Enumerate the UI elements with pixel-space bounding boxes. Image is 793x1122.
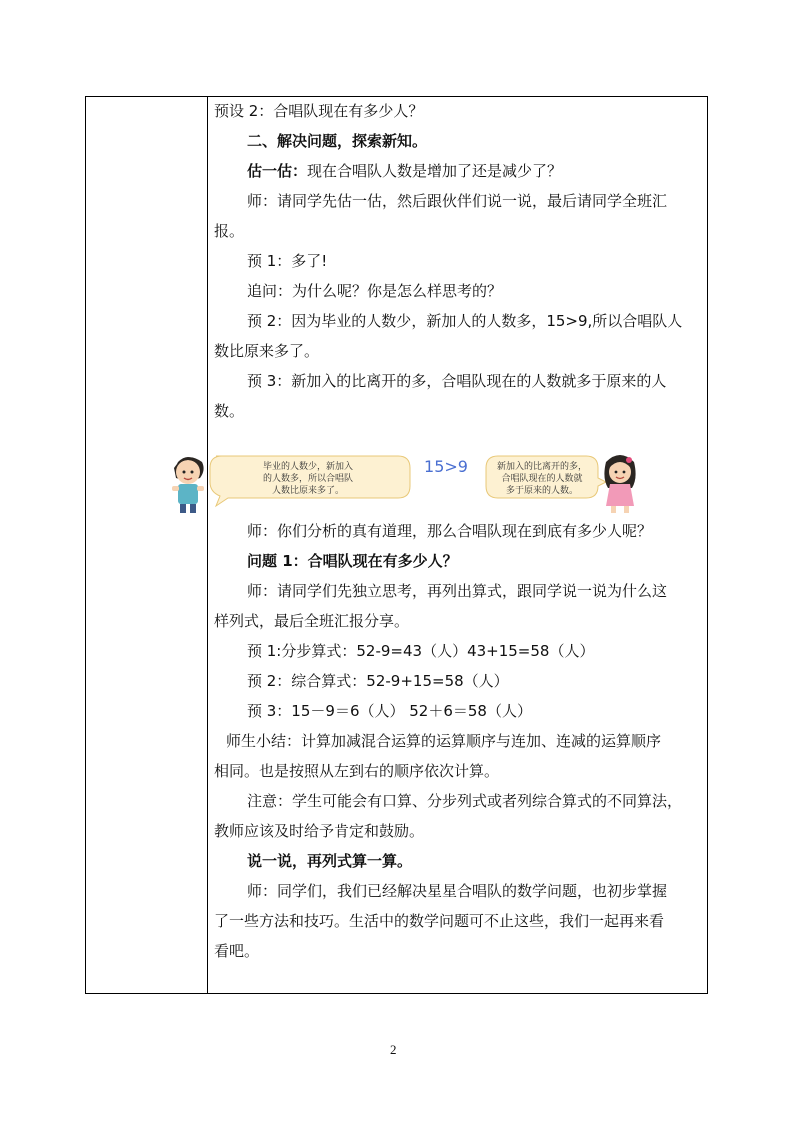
answer-2a: 预 2：因为毕业的人数少，新加人的人数多，15>9,所以合唱队人 [247,312,683,330]
answer-3a: 预 3：新加入的比离开的多，合唱队现在的人数就多于原来的人 [247,372,667,390]
section-heading-solve: 二、解决问题，探索新知。 [247,132,428,150]
left-bubble-line-3: 人数比原来多了。 [271,486,345,496]
answer-2b: 数比原来多了。 [214,342,320,360]
combined-formula: 预 2：综合算式：52-9+15=58（人） [247,672,509,690]
left-speech-bubble [210,456,410,506]
estimate-line [247,161,562,181]
estimate-label: 估一估： [247,162,308,180]
problem-1-heading: 问题 1：合唱队现在有多少人？ [247,552,458,570]
answer-1: 预 1：多了! [247,252,328,270]
teacher-instruction-2b: 样列式，最后全班汇报分享。 [214,612,410,630]
step-formula: 预 1:分步算式：52-9=43（人）43+15=58（人） [247,642,595,660]
teacher-praise: 师：你们分析的真有道理，那么合唱队现在到底有多少人呢？ [247,522,653,540]
equation-text: 15>9 [424,457,468,476]
note-a: 注意：学生可能会有口算、分步列式或者列综合算式的不同算法， [247,792,683,810]
answer-3b: 数。 [214,402,245,420]
summary-a: 师生小结：计算加减混合运算的运算顺序与连加、连减的运算顺序 [226,732,662,750]
right-bubble-line-3: 多于原来的人数。 [505,486,579,496]
summary-b: 相同。也是按照从左到右的顺序依次计算。 [214,762,500,780]
teacher-instruction-2a: 师：请同学们先独立思考，再列出算式，跟同学说一说为什么这 [247,582,668,600]
note-b: 教师应该及时给予肯定和鼓励。 [214,822,425,840]
section-heading-talk: 说一说，再列式算一算。 [247,852,413,870]
girl-figure [604,455,635,513]
teacher-closing-c: 看吧。 [214,942,260,960]
teacher-instruction-1a: 师：请同学先估一估，然后跟伙伴们说一说，最后请同学全班汇 [247,192,668,210]
boy-figure [172,457,204,513]
right-speech-bubble [486,456,606,498]
preset-2-line: 预设 2：合唱队现在有多少人？ [214,102,424,120]
illustration [158,448,640,514]
teacher-closing-a: 师：同学们，我们已经解决星星合唱队的数学问题，也初步掌握 [247,882,668,900]
right-bubble-line-2: 合唱队现在的人数就 [501,474,583,484]
estimate-question: 现在合唱队人数是增加了还是减少了？ [307,162,563,180]
teacher-closing-b: 了一些方法和技巧。生活中的数学问题可不止这些，我们一起再来看 [214,912,665,930]
right-bubble-line-1: 新加入的比离开的多， [496,462,588,472]
teacher-instruction-1b: 报。 [214,222,245,240]
follow-up-question: 追问：为什么呢？你是怎么样思考的？ [247,282,503,300]
alternative-formula: 预 3：15－9＝6（人） 52＋6＝58（人） [247,702,532,720]
column-divider [207,97,208,993]
lesson-table [85,96,708,994]
left-bubble-line-2: 的人数多，所以合唱队 [262,474,354,484]
page-number: 2 [390,1042,397,1057]
left-bubble-line-1: 毕业的人数少，新加入 [262,462,354,472]
